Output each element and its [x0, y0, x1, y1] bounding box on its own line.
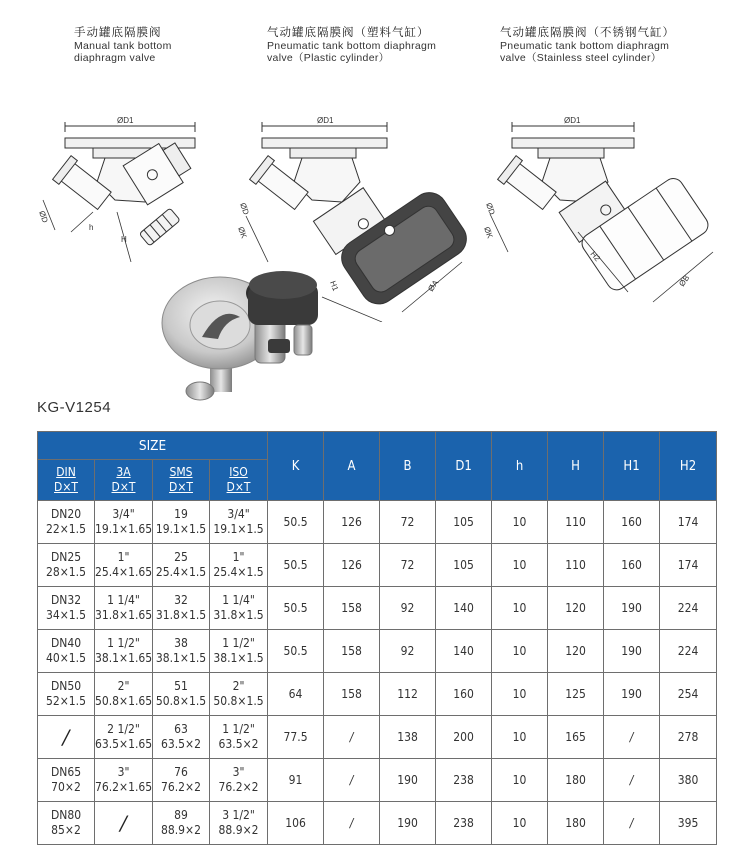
- cell-line: 3/4": [112, 507, 135, 521]
- cell-line: 3": [232, 765, 245, 779]
- cell-line: 3": [117, 765, 130, 779]
- dim-cell-H1: 190: [604, 587, 660, 630]
- cell-line: 19.1×1.65: [95, 522, 153, 536]
- cell-line: 76.2×1.65: [95, 780, 153, 794]
- cell-line: 76: [174, 765, 188, 779]
- cell-line: 63.5×2: [161, 737, 201, 751]
- dim-cell-K: 50.5: [268, 587, 324, 630]
- size-cell-a3: [95, 630, 153, 673]
- dim-cell-A: 126: [324, 501, 380, 544]
- caption-en-line2: valve（Stainless steel cylinder）: [500, 52, 662, 64]
- cell-line: 2": [232, 679, 245, 693]
- col-header-sms: [153, 460, 210, 501]
- label-d1: ØD1: [564, 116, 581, 125]
- col-header-K: K: [268, 432, 324, 501]
- dim-cell-H1: 190: [604, 673, 660, 716]
- size-cell-iso: [210, 802, 268, 845]
- caption-en-line1: Pneumatic tank bottom diaphragm: [267, 40, 437, 52]
- label-d: ØD: [37, 209, 50, 224]
- manual-valve-drawing: [35, 112, 220, 262]
- cell-line: 38.1×1.5: [155, 651, 207, 665]
- cell-line: 52×1.5: [46, 694, 86, 708]
- cell-line: DN65: [50, 765, 82, 779]
- cell-line: 32: [174, 593, 188, 607]
- size-cell-sms: [153, 630, 210, 673]
- cell-line: 1 1/2": [107, 636, 140, 650]
- dim-cell-H: 120: [548, 587, 604, 630]
- label-H1: H1: [328, 279, 341, 293]
- cell-line: 50.8×1.65: [95, 694, 153, 708]
- size-cell-din: [38, 501, 95, 544]
- dim-cell-H1: 160: [604, 501, 660, 544]
- size-cell-din: [38, 544, 95, 587]
- dim-cell-h: 10: [492, 630, 548, 673]
- dim-cell-h: 10: [492, 673, 548, 716]
- label-h: h: [89, 223, 94, 232]
- col-header-din: [38, 460, 95, 501]
- cell-line: 22×1.5: [46, 522, 86, 536]
- dim-cell-D1: 140: [436, 587, 492, 630]
- cell-line: 28×1.5: [46, 565, 86, 579]
- cell-line: 38.1×1.65: [95, 651, 153, 665]
- caption-zh: 气动罐底隔膜阀（不锈钢气缸）: [500, 25, 675, 39]
- cell-line: DN80: [50, 808, 82, 822]
- cell-line: DN32: [50, 593, 82, 607]
- col-header-H: H: [548, 432, 604, 501]
- caption-pneumatic-stainless: [500, 26, 675, 64]
- table-row: [38, 544, 717, 587]
- col-header-A: A: [324, 432, 380, 501]
- dim-cell-H: 110: [548, 544, 604, 587]
- caption-manual-valve: [74, 26, 172, 64]
- col-name: SMS: [169, 465, 193, 479]
- table-row: [38, 501, 717, 544]
- size-cell-a3: [95, 759, 153, 802]
- dim-cell-B: 92: [380, 587, 436, 630]
- dim-cell-B: 190: [380, 802, 436, 845]
- cell-line: 50.8×1.5: [155, 694, 207, 708]
- size-cell-sms: [153, 587, 210, 630]
- dim-cell-H1: /: [604, 759, 660, 802]
- dim-cell-H: 180: [548, 759, 604, 802]
- cell-line: 25: [174, 550, 188, 564]
- cell-line: 1": [117, 550, 130, 564]
- cell-line: /: [62, 724, 70, 749]
- size-cell-iso: [210, 716, 268, 759]
- label-d1: ØD1: [317, 116, 334, 125]
- col-unit: D×T: [54, 480, 78, 494]
- col-header-iso: [210, 460, 268, 501]
- cell-line: 25.4×1.5: [213, 565, 264, 579]
- size-cell-din: [38, 759, 95, 802]
- dim-cell-H2: 380: [660, 759, 717, 802]
- dim-cell-K: 91: [268, 759, 324, 802]
- cell-line: 89: [174, 808, 188, 822]
- table-row: [38, 673, 717, 716]
- dim-cell-B: 190: [380, 759, 436, 802]
- dim-cell-H2: 224: [660, 630, 717, 673]
- dim-cell-H1: 190: [604, 630, 660, 673]
- cell-line: DN25: [50, 550, 82, 564]
- cell-line: 38: [174, 636, 188, 650]
- table-row: [38, 587, 717, 630]
- dim-cell-H2: 224: [660, 587, 717, 630]
- dim-cell-B: 112: [380, 673, 436, 716]
- cell-line: 63.5×2: [218, 737, 259, 751]
- label-H: H: [121, 235, 127, 244]
- dim-cell-H2: 174: [660, 501, 717, 544]
- cell-line: 3/4": [227, 507, 250, 521]
- dim-cell-D1: 105: [436, 501, 492, 544]
- valve-product-photo: [160, 265, 330, 410]
- dim-cell-H2: 395: [660, 802, 717, 845]
- size-cell-a3: [95, 802, 153, 845]
- dim-cell-H1: /: [604, 716, 660, 759]
- label-d: ØD: [484, 201, 497, 216]
- cell-line: 70×2: [51, 780, 81, 794]
- dim-cell-B: 72: [380, 501, 436, 544]
- dim-cell-D1: 160: [436, 673, 492, 716]
- cell-line: 19.1×1.5: [155, 522, 207, 536]
- model-code: KG-V1254: [37, 399, 112, 416]
- label-B: ØB: [677, 273, 692, 289]
- cell-line: 31.8×1.5: [155, 608, 207, 622]
- col-unit: D×T: [111, 480, 136, 494]
- size-cell-a3: [95, 716, 153, 759]
- pneumatic-stainless-drawing: [478, 112, 723, 312]
- dim-cell-D1: 238: [436, 802, 492, 845]
- col-header-h: h: [492, 432, 548, 501]
- cell-line: 76.2×2: [218, 780, 259, 794]
- cell-line: DN40: [50, 636, 82, 650]
- cell-line: 2": [117, 679, 130, 693]
- size-cell-iso: [210, 673, 268, 716]
- col-name: ISO: [229, 465, 248, 479]
- col-name: 3A: [116, 465, 131, 479]
- label-d1: ØD1: [117, 116, 134, 125]
- col-header-D1: D1: [436, 432, 492, 501]
- size-cell-a3: [95, 544, 153, 587]
- dim-cell-A: /: [324, 716, 380, 759]
- cell-line: 1 1/2": [222, 722, 255, 736]
- size-cell-din: [38, 673, 95, 716]
- dim-cell-h: 10: [492, 759, 548, 802]
- dim-cell-A: 158: [324, 673, 380, 716]
- dim-cell-B: 92: [380, 630, 436, 673]
- size-cell-a3: [95, 673, 153, 716]
- dim-cell-B: 72: [380, 544, 436, 587]
- cell-line: 3 1/2": [222, 808, 255, 822]
- dim-cell-H1: 160: [604, 544, 660, 587]
- size-cell-a3: [95, 501, 153, 544]
- caption-zh: 手动罐底隔膜阀: [74, 25, 162, 39]
- dim-cell-H: 180: [548, 802, 604, 845]
- dim-cell-K: 64: [268, 673, 324, 716]
- dim-cell-h: 10: [492, 802, 548, 845]
- table-row: [38, 802, 717, 845]
- cell-line: 88.9×2: [161, 823, 201, 837]
- caption-en-line1: Pneumatic tank bottom diaphragm: [500, 40, 670, 52]
- dim-cell-H2: 254: [660, 673, 717, 716]
- dim-cell-B: 138: [380, 716, 436, 759]
- col-header-H2: H2: [660, 432, 717, 501]
- dim-cell-H2: 278: [660, 716, 717, 759]
- caption-en-line1: Manual tank bottom: [74, 40, 172, 52]
- caption-pneumatic-plastic: [267, 26, 436, 64]
- col-unit: D×T: [169, 480, 193, 494]
- dim-cell-K: 50.5: [268, 630, 324, 673]
- cell-line: 63: [174, 722, 188, 736]
- dim-cell-A: 158: [324, 587, 380, 630]
- dim-cell-A: /: [324, 759, 380, 802]
- cell-line: 1": [232, 550, 245, 564]
- size-cell-iso: [210, 759, 268, 802]
- size-group-header: SIZE: [38, 432, 268, 460]
- size-cell-sms: [153, 501, 210, 544]
- size-cell-sms: [153, 759, 210, 802]
- col-header-B: B: [380, 432, 436, 501]
- cell-line: 34×1.5: [46, 608, 86, 622]
- table-row: [38, 716, 717, 759]
- dim-cell-H: 110: [548, 501, 604, 544]
- cell-line: 1 1/4": [222, 593, 255, 607]
- size-cell-sms: [153, 802, 210, 845]
- cell-line: 38.1×1.5: [213, 651, 264, 665]
- caption-en-line2: diaphragm valve: [74, 52, 156, 64]
- cell-line: 19.1×1.5: [213, 522, 264, 536]
- table-row: [38, 630, 717, 673]
- size-cell-iso: [210, 587, 268, 630]
- size-cell-a3: [95, 587, 153, 630]
- dim-cell-K: 50.5: [268, 544, 324, 587]
- cell-line: 51: [174, 679, 188, 693]
- dim-cell-K: 50.5: [268, 501, 324, 544]
- dim-cell-D1: 140: [436, 630, 492, 673]
- label-d: ØD: [238, 201, 251, 216]
- cell-line: DN50: [50, 679, 82, 693]
- dim-cell-A: 158: [324, 630, 380, 673]
- cell-line: 25.4×1.65: [95, 565, 153, 579]
- label-k: ØK: [236, 225, 249, 240]
- dim-cell-h: 10: [492, 501, 548, 544]
- dim-cell-H2: 174: [660, 544, 717, 587]
- size-cell-sms: [153, 673, 210, 716]
- cell-line: 76.2×2: [161, 780, 201, 794]
- size-cell-sms: [153, 716, 210, 759]
- col-header-3a: [95, 460, 153, 501]
- size-cell-din: [38, 587, 95, 630]
- cell-line: 1 1/4": [107, 593, 140, 607]
- label-k: ØK: [482, 225, 495, 240]
- dim-cell-D1: 200: [436, 716, 492, 759]
- spec-table-body: [38, 501, 717, 845]
- dim-cell-D1: 105: [436, 544, 492, 587]
- caption-zh: 气动罐底隔膜阀（塑料气缸）: [267, 25, 430, 39]
- size-cell-din: [38, 802, 95, 845]
- dim-cell-H: 125: [548, 673, 604, 716]
- label-H2: H2: [588, 249, 602, 264]
- label-A: ØA: [426, 278, 441, 294]
- size-cell-iso: [210, 501, 268, 544]
- cell-line: 88.9×2: [218, 823, 259, 837]
- table-row: [38, 759, 717, 802]
- cell-line: /: [120, 810, 127, 835]
- cell-line: 31.8×1.65: [95, 608, 153, 622]
- cell-line: 85×2: [51, 823, 81, 837]
- dim-cell-K: 77.5: [268, 716, 324, 759]
- cell-line: 2 1/2": [107, 722, 140, 736]
- size-cell-din: [38, 630, 95, 673]
- size-cell-din: [38, 716, 95, 759]
- cell-line: 50.8×1.5: [213, 694, 264, 708]
- dim-cell-H: 165: [548, 716, 604, 759]
- col-name: DIN: [56, 465, 76, 479]
- dim-cell-K: 106: [268, 802, 324, 845]
- col-unit: D×T: [226, 480, 251, 494]
- dim-cell-h: 10: [492, 716, 548, 759]
- dim-cell-D1: 238: [436, 759, 492, 802]
- size-cell-iso: [210, 544, 268, 587]
- dim-cell-H1: /: [604, 802, 660, 845]
- cell-line: 63.5×1.65: [95, 737, 153, 751]
- size-cell-iso: [210, 630, 268, 673]
- size-cell-sms: [153, 544, 210, 587]
- cell-line: 25.4×1.5: [155, 565, 207, 579]
- cell-line: 1 1/2": [222, 636, 255, 650]
- caption-en-line2: valve（Plastic cylinder）: [267, 52, 390, 64]
- col-header-H1: H1: [604, 432, 660, 501]
- dim-cell-h: 10: [492, 587, 548, 630]
- cell-line: 40×1.5: [46, 651, 86, 665]
- cell-line: 31.8×1.5: [213, 608, 264, 622]
- dim-cell-h: 10: [492, 544, 548, 587]
- dim-cell-H: 120: [548, 630, 604, 673]
- spec-table: [37, 431, 717, 845]
- cell-line: 19: [174, 507, 188, 521]
- dim-cell-A: /: [324, 802, 380, 845]
- dim-cell-A: 126: [324, 544, 380, 587]
- cell-line: DN20: [50, 507, 82, 521]
